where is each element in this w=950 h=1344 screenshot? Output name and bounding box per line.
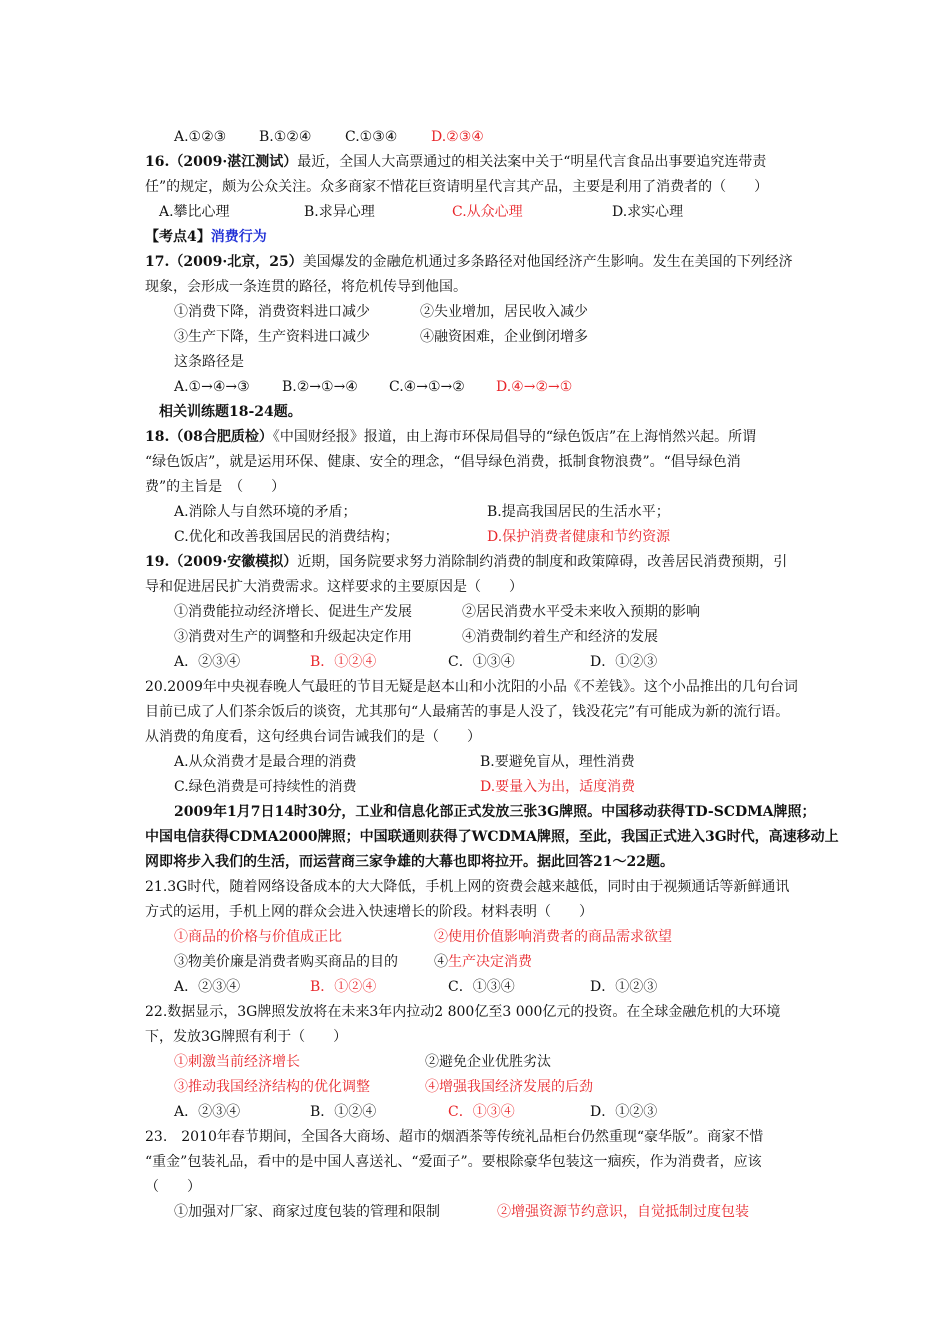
q16-option-a: A.攀比心理	[159, 204, 230, 220]
q18-number: 18.	[145, 429, 170, 445]
q23-line-1: 23. 2010年春节期间，全国各大商场、超市的烟酒茶等传统礼品柜台仍然重现“豪华版”。商家不惜	[145, 1129, 764, 1145]
q19-option-a: A．②③④	[174, 654, 241, 670]
q20-line-3: 从消费的角度看，这句经典台词告诫我们的是（ ）	[145, 729, 481, 745]
q22-option-d: D．①②③	[590, 1104, 658, 1120]
q18-option-c: C.优化和改善我国居民的消费结构；	[174, 529, 399, 545]
material-line-3: 网即将步入我们的生活，而运营商三家争雄的大幕也即将拉开。据此回答21～22题。	[145, 854, 674, 870]
q20-option-a: A.从众消费才是最合理的消费	[174, 754, 357, 770]
q23-line-2: “重金”包装礼品，看中的是中国人喜送礼、“爱面子”。要根除豪华包装这一痼疾，作为消费者，应该	[145, 1154, 762, 1170]
q21-line-2: 方式的运用，手机上网的群众会进入快速增长的阶段。材料表明（ ）	[145, 904, 593, 920]
q15-option-b: B.①②④	[259, 129, 312, 145]
q18-line-3: 费”的主旨是 （ ）	[145, 479, 286, 495]
q15-option-d-answer: D.②③④	[431, 129, 484, 145]
q19-number: 19.	[145, 554, 170, 570]
q19-option-d: D．①②③	[590, 654, 658, 670]
q22-option-a: A．②③④	[174, 1104, 241, 1120]
q17-item-3: ③生产下降，生产资料进口减少	[174, 329, 370, 345]
q21-item-2: ②使用价值影响消费者的商品需求欲望	[434, 929, 672, 945]
q16-number: 16.	[145, 154, 170, 170]
q17-option-a: A.①→④→③	[174, 379, 250, 395]
q17-source: （2009·北京，25）	[169, 254, 303, 270]
q16-line-2: 任”的规定，颇为公众关注。众多商家不惜花巨资请明星代言其产品，主要是利用了消费者的（ ）	[145, 179, 769, 195]
q19-source: （2009·安徽模拟）	[169, 554, 298, 570]
q23-item-2: ②增强资源节约意识，自觉抵制过度包装	[497, 1204, 749, 1220]
q17-option-d-answer: D.④→②→①	[496, 379, 573, 395]
q15-option-c: C.①③④	[345, 129, 398, 145]
q17-number: 17.	[145, 254, 170, 270]
q21-line-1: 21.3G时代，随着网络设备成本的大大降低，手机上网的资费会越来越低，同时由于视频通话等新鲜通讯	[145, 879, 790, 895]
material-line-1: 2009年1月7日14时30分，工业和信息化部正式发放三张3G牌照。中国移动获得TD-SCDMA牌照；	[174, 804, 816, 820]
q22-option-b: B．①②④	[310, 1104, 377, 1120]
q17-item-1: ①消费下降，消费资料进口减少	[174, 304, 370, 320]
q17-item-4: ④融资困难，企业倒闭增多	[420, 329, 588, 345]
q21-item-1: ①商品的价格与价值成正比	[174, 929, 342, 945]
q20-option-c: C.绿色消费是可持续性的消费	[174, 779, 357, 795]
q22-item-4: ④增强我国经济发展的后劲	[425, 1079, 593, 1095]
q19-line-2: 导和促进居民扩大消费需求。这样要求的主要原因是（ ）	[145, 579, 523, 595]
q18-option-a: A.消除人与自然环境的矛盾；	[174, 504, 357, 520]
q22-line-1: 22.数据显示，3G牌照发放将在未来3年内拉动2 800亿至3 000亿元的投资。在全球金融危机的大环境	[145, 1004, 781, 1020]
q17-line-2: 现象，会形成一条连贯的路径，将危机传导到他国。	[145, 279, 467, 295]
q19-item-3: ③消费对生产的调整和升级起决定作用	[174, 629, 412, 645]
q19-option-b-answer: B．①②④	[310, 654, 377, 670]
q23-item-1: ①加强对厂家、商家过度包装的管理和限制	[174, 1204, 440, 1220]
q16-option-d: D.求实心理	[612, 204, 684, 220]
q21-item-3: ③物美价廉是消费者购买商品的目的	[174, 954, 398, 970]
q17-option-b: B.②→①→④	[282, 379, 358, 395]
q16-text-1: 最近，全国人大高票通过的相关法案中关于“明星代言食品出事要追究连带责	[297, 154, 767, 170]
q20-option-b: B.要避免盲从，理性消费	[480, 754, 635, 770]
section-heading-kaodian-4	[145, 227, 267, 247]
q21-option-d: D．①②③	[590, 979, 658, 995]
section-heading-bracket: 【考点4】	[145, 229, 211, 245]
q19-item-2: ②居民消费水平受未来收入预期的影响	[462, 604, 700, 620]
q20-option-d-answer: D.要量入为出，适度消费	[480, 779, 636, 795]
related-practice-note: 相关训练题18-24题。	[159, 404, 302, 420]
q16-option-c-answer: C.从众心理	[452, 204, 523, 220]
q19-option-c: C．①③④	[448, 654, 515, 670]
q21-option-a: A．②③④	[174, 979, 241, 995]
q22-item-1: ①刺激当前经济增长	[174, 1054, 300, 1070]
q22-line-2: 下，发放3G牌照有利于（ ）	[145, 1029, 348, 1045]
q18-line-1	[145, 427, 756, 447]
q19-item-4: ④消费制约着生产和经济的发展	[462, 629, 658, 645]
q22-item-3: ③推动我国经济结构的优化调整	[174, 1079, 370, 1095]
q18-text-1: 《中国财经报》报道，由上海市环保局倡导的“绿色饭店”在上海悄然兴起。所谓	[272, 429, 757, 445]
q17-text-1: 美国爆发的金融危机通过多条路径对他国经济产生影响。发生在美国的下列经济	[302, 254, 793, 270]
q16-option-b: B.求异心理	[304, 204, 375, 220]
q21-option-b-answer: B．①②④	[310, 979, 377, 995]
q16-line-1	[145, 152, 766, 172]
q22-item-2: ②避免企业优胜劣汰	[425, 1054, 551, 1070]
q16-source: （2009·湛江测试）	[169, 154, 298, 170]
q21-item-4-text: 生产决定消费	[448, 954, 532, 970]
q17-line-3: 这条路径是	[174, 354, 244, 370]
q20-line-2: 目前已成了人们茶余饭后的谈资，尤其那句“人最痛苦的事是人没了，钱没花完”有可能成为新的流行语。	[145, 704, 790, 720]
section-heading-title: 消费行为	[210, 229, 267, 245]
q17-item-2: ②失业增加，居民收入减少	[420, 304, 588, 320]
q19-line-1	[145, 552, 787, 572]
material-line-2: 中国电信获得CDMA2000牌照；中国联通则获得了WCDMA牌照，至此，我国正式进入3G时代，高速移动上	[145, 829, 839, 845]
q21-item-4-number: ④	[434, 954, 448, 970]
q19-text-1: 近期，国务院要求努力消除制约消费的制度和政策障碍，改善居民消费预期，引	[297, 554, 788, 570]
q19-item-1: ①消费能拉动经济增长、促进生产发展	[174, 604, 412, 620]
q18-source: （08合肥质检）	[169, 429, 273, 445]
q15-option-a: A.①②③	[174, 129, 227, 145]
q18-option-b: B.提高我国居民的生活水平；	[487, 504, 670, 520]
q17-option-c: C.④→①→②	[389, 379, 465, 395]
q18-line-2: “绿色饭店”，就是运用环保、健康、安全的理念，“倡导绿色消费，抵制食物浪费”。“倡导绿色消	[145, 454, 741, 470]
q22-option-c-answer: C．①③④	[448, 1104, 515, 1120]
q20-line-1: 20.2009年中央视春晚人气最旺的节目无疑是赵本山和小沈阳的小品《不差钱》。这个小品推出的几句台词	[145, 679, 798, 695]
q21-item-4	[434, 952, 532, 972]
q23-line-3: （ ）	[145, 1179, 201, 1195]
q17-line-1	[145, 252, 793, 272]
q18-option-d-answer: D.保护消费者健康和节约资源	[487, 529, 671, 545]
q21-option-c: C．①③④	[448, 979, 515, 995]
